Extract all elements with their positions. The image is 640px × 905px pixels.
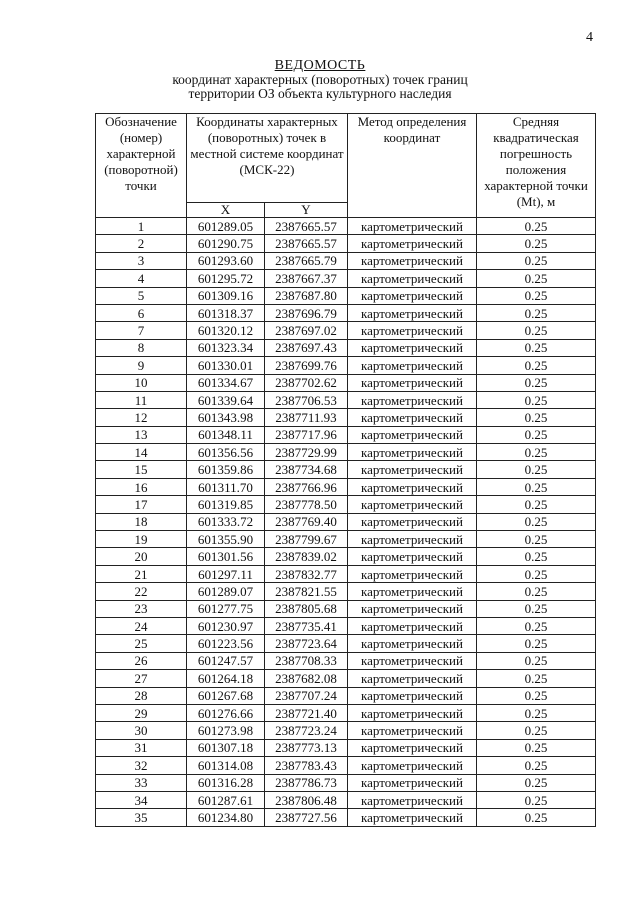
cell-x: 601339.64 — [187, 391, 265, 408]
cell-y: 2387735.41 — [265, 617, 348, 634]
cell-point-number: 10 — [96, 374, 187, 391]
cell-method: картометрический — [348, 617, 477, 634]
cell-error: 0.25 — [477, 304, 596, 321]
cell-y: 2387766.96 — [265, 478, 348, 495]
cell-error: 0.25 — [477, 444, 596, 461]
cell-y: 2387778.50 — [265, 496, 348, 513]
table-row — [96, 704, 596, 721]
cell-x: 601247.57 — [187, 652, 265, 669]
table-row — [96, 791, 596, 808]
cell-error: 0.25 — [477, 513, 596, 530]
cell-error: 0.25 — [477, 600, 596, 617]
cell-y: 2387805.68 — [265, 600, 348, 617]
table-row — [96, 252, 596, 269]
cell-method: картометрический — [348, 739, 477, 756]
cell-point-number: 26 — [96, 652, 187, 669]
header-error: Средняя квадратическая погрешность положения характерной точки (Mt), м — [477, 114, 596, 218]
cell-method: картометрический — [348, 565, 477, 582]
cell-method: картометрический — [348, 252, 477, 269]
table-row — [96, 409, 596, 426]
document-title: ВЕДОМОСТЬ — [274, 58, 366, 73]
cell-error: 0.25 — [477, 635, 596, 652]
cell-x: 601343.98 — [187, 409, 265, 426]
cell-point-number: 12 — [96, 409, 187, 426]
cell-x: 601223.56 — [187, 635, 265, 652]
cell-point-number: 34 — [96, 791, 187, 808]
cell-error: 0.25 — [477, 739, 596, 756]
cell-error: 0.25 — [477, 218, 596, 235]
cell-y: 2387682.08 — [265, 670, 348, 687]
cell-y: 2387699.76 — [265, 357, 348, 374]
cell-x: 601330.01 — [187, 357, 265, 374]
cell-point-number: 3 — [96, 252, 187, 269]
cell-method: картометрический — [348, 791, 477, 808]
cell-method: картометрический — [348, 235, 477, 252]
cell-x: 601314.08 — [187, 757, 265, 774]
cell-error: 0.25 — [477, 461, 596, 478]
cell-error: 0.25 — [477, 722, 596, 739]
table-row — [96, 687, 596, 704]
table-row — [96, 583, 596, 600]
cell-method: картометрический — [348, 444, 477, 461]
cell-error: 0.25 — [477, 791, 596, 808]
table-row — [96, 774, 596, 791]
cell-point-number: 28 — [96, 687, 187, 704]
cell-x: 601293.60 — [187, 252, 265, 269]
cell-point-number: 5 — [96, 287, 187, 304]
cell-method: картометрический — [348, 304, 477, 321]
table-row — [96, 426, 596, 443]
cell-y: 2387783.43 — [265, 757, 348, 774]
cell-point-number: 29 — [96, 704, 187, 721]
table-row — [96, 513, 596, 530]
cell-error: 0.25 — [477, 252, 596, 269]
cell-point-number: 23 — [96, 600, 187, 617]
cell-method: картометрический — [348, 426, 477, 443]
cell-y: 2387708.33 — [265, 652, 348, 669]
cell-point-number: 27 — [96, 670, 187, 687]
cell-y: 2387665.57 — [265, 235, 348, 252]
cell-x: 601276.66 — [187, 704, 265, 721]
cell-y: 2387734.68 — [265, 461, 348, 478]
cell-method: картометрический — [348, 339, 477, 356]
table-row — [96, 444, 596, 461]
cell-error: 0.25 — [477, 426, 596, 443]
cell-y: 2387821.55 — [265, 583, 348, 600]
cell-x: 601273.98 — [187, 722, 265, 739]
table-row — [96, 322, 596, 339]
cell-method: картометрический — [348, 774, 477, 791]
cell-method: картометрический — [348, 652, 477, 669]
cell-x: 601264.18 — [187, 670, 265, 687]
cell-error: 0.25 — [477, 391, 596, 408]
cell-x: 601230.97 — [187, 617, 265, 634]
cell-error: 0.25 — [477, 757, 596, 774]
header-y: Y — [265, 203, 348, 218]
cell-x: 601234.80 — [187, 809, 265, 826]
cell-y: 2387786.73 — [265, 774, 348, 791]
cell-error: 0.25 — [477, 339, 596, 356]
cell-method: картометрический — [348, 722, 477, 739]
cell-x: 601297.11 — [187, 565, 265, 582]
cell-y: 2387799.67 — [265, 531, 348, 548]
cell-point-number: 25 — [96, 635, 187, 652]
cell-error: 0.25 — [477, 617, 596, 634]
cell-method: картометрический — [348, 496, 477, 513]
table-row — [96, 548, 596, 565]
cell-x: 601290.75 — [187, 235, 265, 252]
cell-x: 601356.56 — [187, 444, 265, 461]
cell-x: 601333.72 — [187, 513, 265, 530]
cell-method: картометрический — [348, 374, 477, 391]
table-row — [96, 600, 596, 617]
cell-error: 0.25 — [477, 287, 596, 304]
cell-x: 601355.90 — [187, 531, 265, 548]
table-row — [96, 531, 596, 548]
document-heading — [0, 59, 640, 101]
cell-point-number: 9 — [96, 357, 187, 374]
document-subtitle-line2: территории ОЗ объекта культурного наследия — [188, 86, 452, 101]
table-row — [96, 757, 596, 774]
cell-y: 2387667.37 — [265, 270, 348, 287]
cell-x: 601307.18 — [187, 739, 265, 756]
cell-point-number: 31 — [96, 739, 187, 756]
cell-method: картометрический — [348, 583, 477, 600]
cell-x: 601289.07 — [187, 583, 265, 600]
cell-y: 2387727.56 — [265, 809, 348, 826]
cell-error: 0.25 — [477, 774, 596, 791]
cell-x: 601316.28 — [187, 774, 265, 791]
cell-x: 601309.16 — [187, 287, 265, 304]
cell-y: 2387711.93 — [265, 409, 348, 426]
cell-error: 0.25 — [477, 374, 596, 391]
cell-method: картометрический — [348, 687, 477, 704]
cell-x: 601267.68 — [187, 687, 265, 704]
cell-x: 601289.05 — [187, 218, 265, 235]
cell-x: 601323.34 — [187, 339, 265, 356]
cell-x: 601301.56 — [187, 548, 265, 565]
table-row — [96, 565, 596, 582]
document-subtitle-line1: координат характерных (поворотных) точек границ — [172, 72, 468, 87]
cell-y: 2387696.79 — [265, 304, 348, 321]
cell-error: 0.25 — [477, 478, 596, 495]
cell-y: 2387707.24 — [265, 687, 348, 704]
cell-point-number: 24 — [96, 617, 187, 634]
table-row — [96, 635, 596, 652]
cell-x: 601311.70 — [187, 478, 265, 495]
cell-point-number: 35 — [96, 809, 187, 826]
cell-error: 0.25 — [477, 548, 596, 565]
cell-x: 601287.61 — [187, 791, 265, 808]
cell-error: 0.25 — [477, 704, 596, 721]
cell-point-number: 30 — [96, 722, 187, 739]
cell-point-number: 19 — [96, 531, 187, 548]
cell-y: 2387769.40 — [265, 513, 348, 530]
cell-y: 2387665.57 — [265, 218, 348, 235]
header-coordinates: Координаты характерных (поворотных) точек в местной системе координат (МСК-22) — [187, 114, 348, 203]
cell-y: 2387687.80 — [265, 287, 348, 304]
cell-point-number: 4 — [96, 270, 187, 287]
cell-point-number: 17 — [96, 496, 187, 513]
coordinates-table — [95, 113, 596, 827]
cell-method: картометрический — [348, 409, 477, 426]
table-row — [96, 739, 596, 756]
table-row — [96, 617, 596, 634]
cell-method: картометрический — [348, 670, 477, 687]
cell-method: картометрический — [348, 461, 477, 478]
cell-x: 601318.37 — [187, 304, 265, 321]
header-x: X — [187, 203, 265, 218]
table-row — [96, 670, 596, 687]
cell-error: 0.25 — [477, 270, 596, 287]
cell-point-number: 33 — [96, 774, 187, 791]
cell-method: картометрический — [348, 391, 477, 408]
cell-method: картометрический — [348, 270, 477, 287]
cell-x: 601348.11 — [187, 426, 265, 443]
cell-x: 601319.85 — [187, 496, 265, 513]
cell-method: картометрический — [348, 357, 477, 374]
cell-point-number: 22 — [96, 583, 187, 600]
table-body — [96, 218, 596, 827]
table-row — [96, 304, 596, 321]
cell-point-number: 13 — [96, 426, 187, 443]
cell-method: картометрический — [348, 548, 477, 565]
cell-method: картометрический — [348, 322, 477, 339]
cell-point-number: 16 — [96, 478, 187, 495]
table-row — [96, 374, 596, 391]
cell-error: 0.25 — [477, 409, 596, 426]
cell-point-number: 15 — [96, 461, 187, 478]
cell-y: 2387832.77 — [265, 565, 348, 582]
header-point-number: Обозначение (номер) характерной (поворотной) точки — [96, 114, 187, 218]
cell-point-number: 21 — [96, 565, 187, 582]
cell-method: картометрический — [348, 809, 477, 826]
cell-point-number: 18 — [96, 513, 187, 530]
cell-y: 2387697.43 — [265, 339, 348, 356]
cell-error: 0.25 — [477, 565, 596, 582]
cell-point-number: 7 — [96, 322, 187, 339]
cell-y: 2387723.64 — [265, 635, 348, 652]
cell-error: 0.25 — [477, 496, 596, 513]
cell-method: картометрический — [348, 513, 477, 530]
table-row — [96, 809, 596, 826]
table-row — [96, 652, 596, 669]
cell-point-number: 32 — [96, 757, 187, 774]
cell-x: 601295.72 — [187, 270, 265, 287]
cell-x: 601320.12 — [187, 322, 265, 339]
cell-point-number: 11 — [96, 391, 187, 408]
table-row — [96, 357, 596, 374]
table-row — [96, 722, 596, 739]
cell-error: 0.25 — [477, 687, 596, 704]
cell-error: 0.25 — [477, 357, 596, 374]
cell-point-number: 20 — [96, 548, 187, 565]
cell-y: 2387702.62 — [265, 374, 348, 391]
cell-y: 2387706.53 — [265, 391, 348, 408]
cell-point-number: 2 — [96, 235, 187, 252]
table-row — [96, 339, 596, 356]
cell-y: 2387721.40 — [265, 704, 348, 721]
table-row — [96, 218, 596, 235]
cell-y: 2387729.99 — [265, 444, 348, 461]
cell-method: картометрический — [348, 635, 477, 652]
cell-error: 0.25 — [477, 652, 596, 669]
table-row — [96, 391, 596, 408]
cell-method: картометрический — [348, 757, 477, 774]
cell-error: 0.25 — [477, 322, 596, 339]
cell-point-number: 8 — [96, 339, 187, 356]
cell-error: 0.25 — [477, 531, 596, 548]
cell-point-number: 14 — [96, 444, 187, 461]
cell-point-number: 6 — [96, 304, 187, 321]
header-method: Метод определения координат — [348, 114, 477, 218]
cell-x: 601359.86 — [187, 461, 265, 478]
cell-method: картометрический — [348, 478, 477, 495]
cell-y: 2387806.48 — [265, 791, 348, 808]
cell-method: картометрический — [348, 704, 477, 721]
cell-error: 0.25 — [477, 670, 596, 687]
table-row — [96, 235, 596, 252]
cell-y: 2387839.02 — [265, 548, 348, 565]
cell-y: 2387665.79 — [265, 252, 348, 269]
table-row — [96, 496, 596, 513]
table-row — [96, 270, 596, 287]
cell-point-number: 1 — [96, 218, 187, 235]
table-row — [96, 287, 596, 304]
table-row — [96, 461, 596, 478]
cell-method: картометрический — [348, 218, 477, 235]
cell-y: 2387697.02 — [265, 322, 348, 339]
cell-error: 0.25 — [477, 809, 596, 826]
cell-error: 0.25 — [477, 583, 596, 600]
cell-x: 601334.67 — [187, 374, 265, 391]
cell-method: картометрический — [348, 600, 477, 617]
page-number: 4 — [586, 30, 593, 45]
table-row — [96, 478, 596, 495]
cell-error: 0.25 — [477, 235, 596, 252]
cell-y: 2387773.13 — [265, 739, 348, 756]
cell-method: картометрический — [348, 531, 477, 548]
cell-x: 601277.75 — [187, 600, 265, 617]
cell-y: 2387723.24 — [265, 722, 348, 739]
cell-method: картометрический — [348, 287, 477, 304]
cell-y: 2387717.96 — [265, 426, 348, 443]
